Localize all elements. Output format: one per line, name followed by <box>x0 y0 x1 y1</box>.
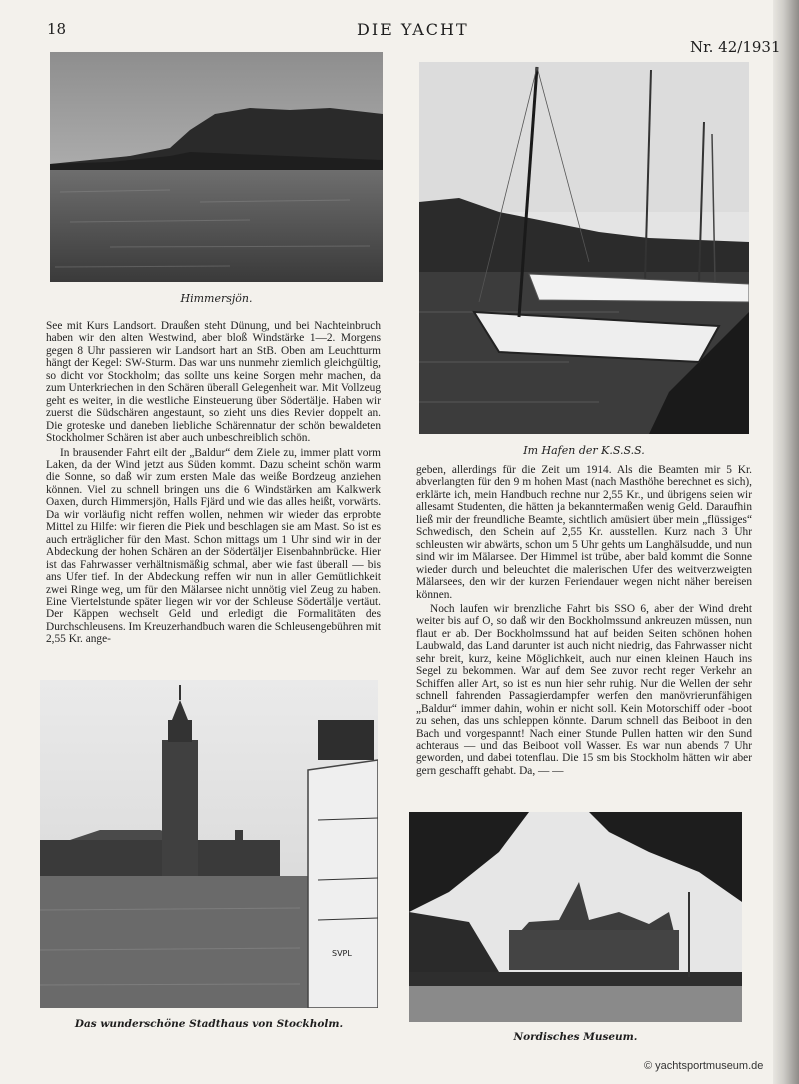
watermark: © yachtsportmuseum.de <box>644 1060 764 1072</box>
photo-himmersjon <box>50 52 383 282</box>
ship-name: SVPL <box>332 949 352 958</box>
paragraph: See mit Kurs Landsort. Draußen steht Dünung, und bei Nachteinbruch haben wir den alten Westwind, aber bloß Windstärke 1—2. Morgens gegen 8 Uhr passieren wir Landsort hart an StB. Oben am Leuchtturm hängt der Kegel: SW-Sturm. Das war uns nunmehr ziemlich gleichgültig, so dicht vor Stockholm; das sollte uns keine Sorgen mehr machen, da zum Unterkriechen in den Schären überall Gelegenheit war. Mit Vollzeug geht es weiter, in die westliche Einsteuerung über Södertälje. Haben wir zuerst die Südschären angestaunt, so zieht uns dies Revier doppelt an. Die groteske und daneben liebliche Schärennatur der schön bewaldeten Stockholmer Schären ist aber auch unbeschreiblich schön. <box>46 320 381 445</box>
caption-stadthaus: Das wunderschöne Stadthaus von Stockholm. <box>74 1018 344 1030</box>
body-right-column <box>416 464 752 777</box>
issue-number: Nr. 42/1931 <box>690 38 781 56</box>
photo-nordisches-museum <box>409 812 742 1022</box>
photo-kss-harbor <box>419 62 749 434</box>
caption-nordisches-museum: Nordisches Museum. <box>513 1031 638 1043</box>
caption-himmersjon: Himmersjön. <box>180 292 253 305</box>
paragraph: Noch laufen wir brenzliche Fahrt bis SSO 6, aber der Wind dreht weiter bis auf O, so daß wir den Bockholmssund ankreuzen müssen, nun flaut er ab. Der Bockholmssund hat auf beiden Seiten schönen hohen Laubwald, das Land darunter ist auch nicht niedrig, das Fahrwasser nicht sehr breit, kurz, keine Möglichkeit, auch nur einen kleinen Hauch ins Segel zu bekommen. War auf dem See zuvor recht reger Verkehr an Schiffen aller Art, so ist es nun hier sehr ruhig. Nur die Wellen der sehr schnell fahrenden Passagierdampfer werfen den manövrierunfähigen „Baldur“ immer dahin, wohin er nicht soll. Kein Motorschiff oder -boot zu sehen, das uns schleppen könnte. Darum schnell das Beiboot in den Bach und vorgespannt! Nach einer Stunde Pullen hatten wir den Sund achteraus — und das Beiboot voll Wasser. Es war nun abends 7 Uhr geworden, und dabei totenflau. Die 15 sm bis Stockholm hätten wir aber gern geschafft gehabt. Da, — — <box>416 602 752 777</box>
magazine-title: DIE YACHT <box>357 20 469 39</box>
page-number: 18 <box>47 20 67 38</box>
paragraph: geben, allerdings für die Zeit um 1914. Als die Beamten mir 5 Kr. abverlangten für den 9 m hohen Mast (nach Masthöhe berechnet es sich), erklärte ich, mein Handbuch rechne nur 2,55 Kr., und übrigens seien wir allesamt Studenten, die hätten ja bekanntermaßen wenig Geld. Daraufhin ließ mir der freundliche Beamte, sichtlich amüsiert über mein „flüssiges“ Schwedisch, den Schein auf 2,55 Kr. ausstellen. Kurz nach 3 Uhr schleusten wir abwärts, schon um 5 Uhr gehts um Langhälsudde, und nun sind wir im Mälarsee. Der Himmel ist trübe, aber bald kommt die Sonne wieder durch und beleuchtet die malerischen Ufer des weitverzweigten Mälarsees, den wir der kurzen Feriendauer wegen nicht näher bereisen können. <box>416 464 752 601</box>
body-left-column <box>46 320 381 646</box>
paragraph: In brausender Fahrt eilt der „Baldur“ dem Ziele zu, immer platt vorm Laken, da der Wind jetzt aus Süden kommt. Dazu scheint schön warm die Sonne, so daß wir zum ersten Male das weiße Bordzeug anziehen können. Viel zu schnell bringen uns die 6 Windstärken am Kalkwerk Oaxen, durch Himmersjön, Halls Fjärd und wie das alles heißt, vorwärts. Da wir vorläufig nicht reffen wollen, nehmen wir wieder das erprobte Mittel zu Hilfe: wir fieren die Piek und beschlagen sie am Mast. So ist es auch erträglicher für den Mast. Schon mittags um 1 Uhr sind wir in der Abdeckung der hohen Schären an der Södertäljer Eisenbahnbrücke. Hier ist das Fahrwasser verhältnismäßig schmal, aber wie fast überall — bis ans Ufer tief. In der Abdeckung reffen wir nun in aller Gemütlichkeit zwei Ringe weg, um für den Mälarsee nicht unnötig viel Zeug zu haben. Eine Viertelstunde später liegen wir vor der Schleuse Södertälje vertäut. Der Käppen wechselt Geld und erledigt die Formalitäten des Durchschleusens. Im Kreuzerhandbuch waren die Schleusengebühren mit 2,55 Kr. ange- <box>46 446 381 646</box>
page-edge-shadow <box>773 0 799 1084</box>
caption-kss-harbor: Im Hafen der K.S.S.S. <box>523 444 645 457</box>
photo-stadthaus <box>40 680 378 1008</box>
